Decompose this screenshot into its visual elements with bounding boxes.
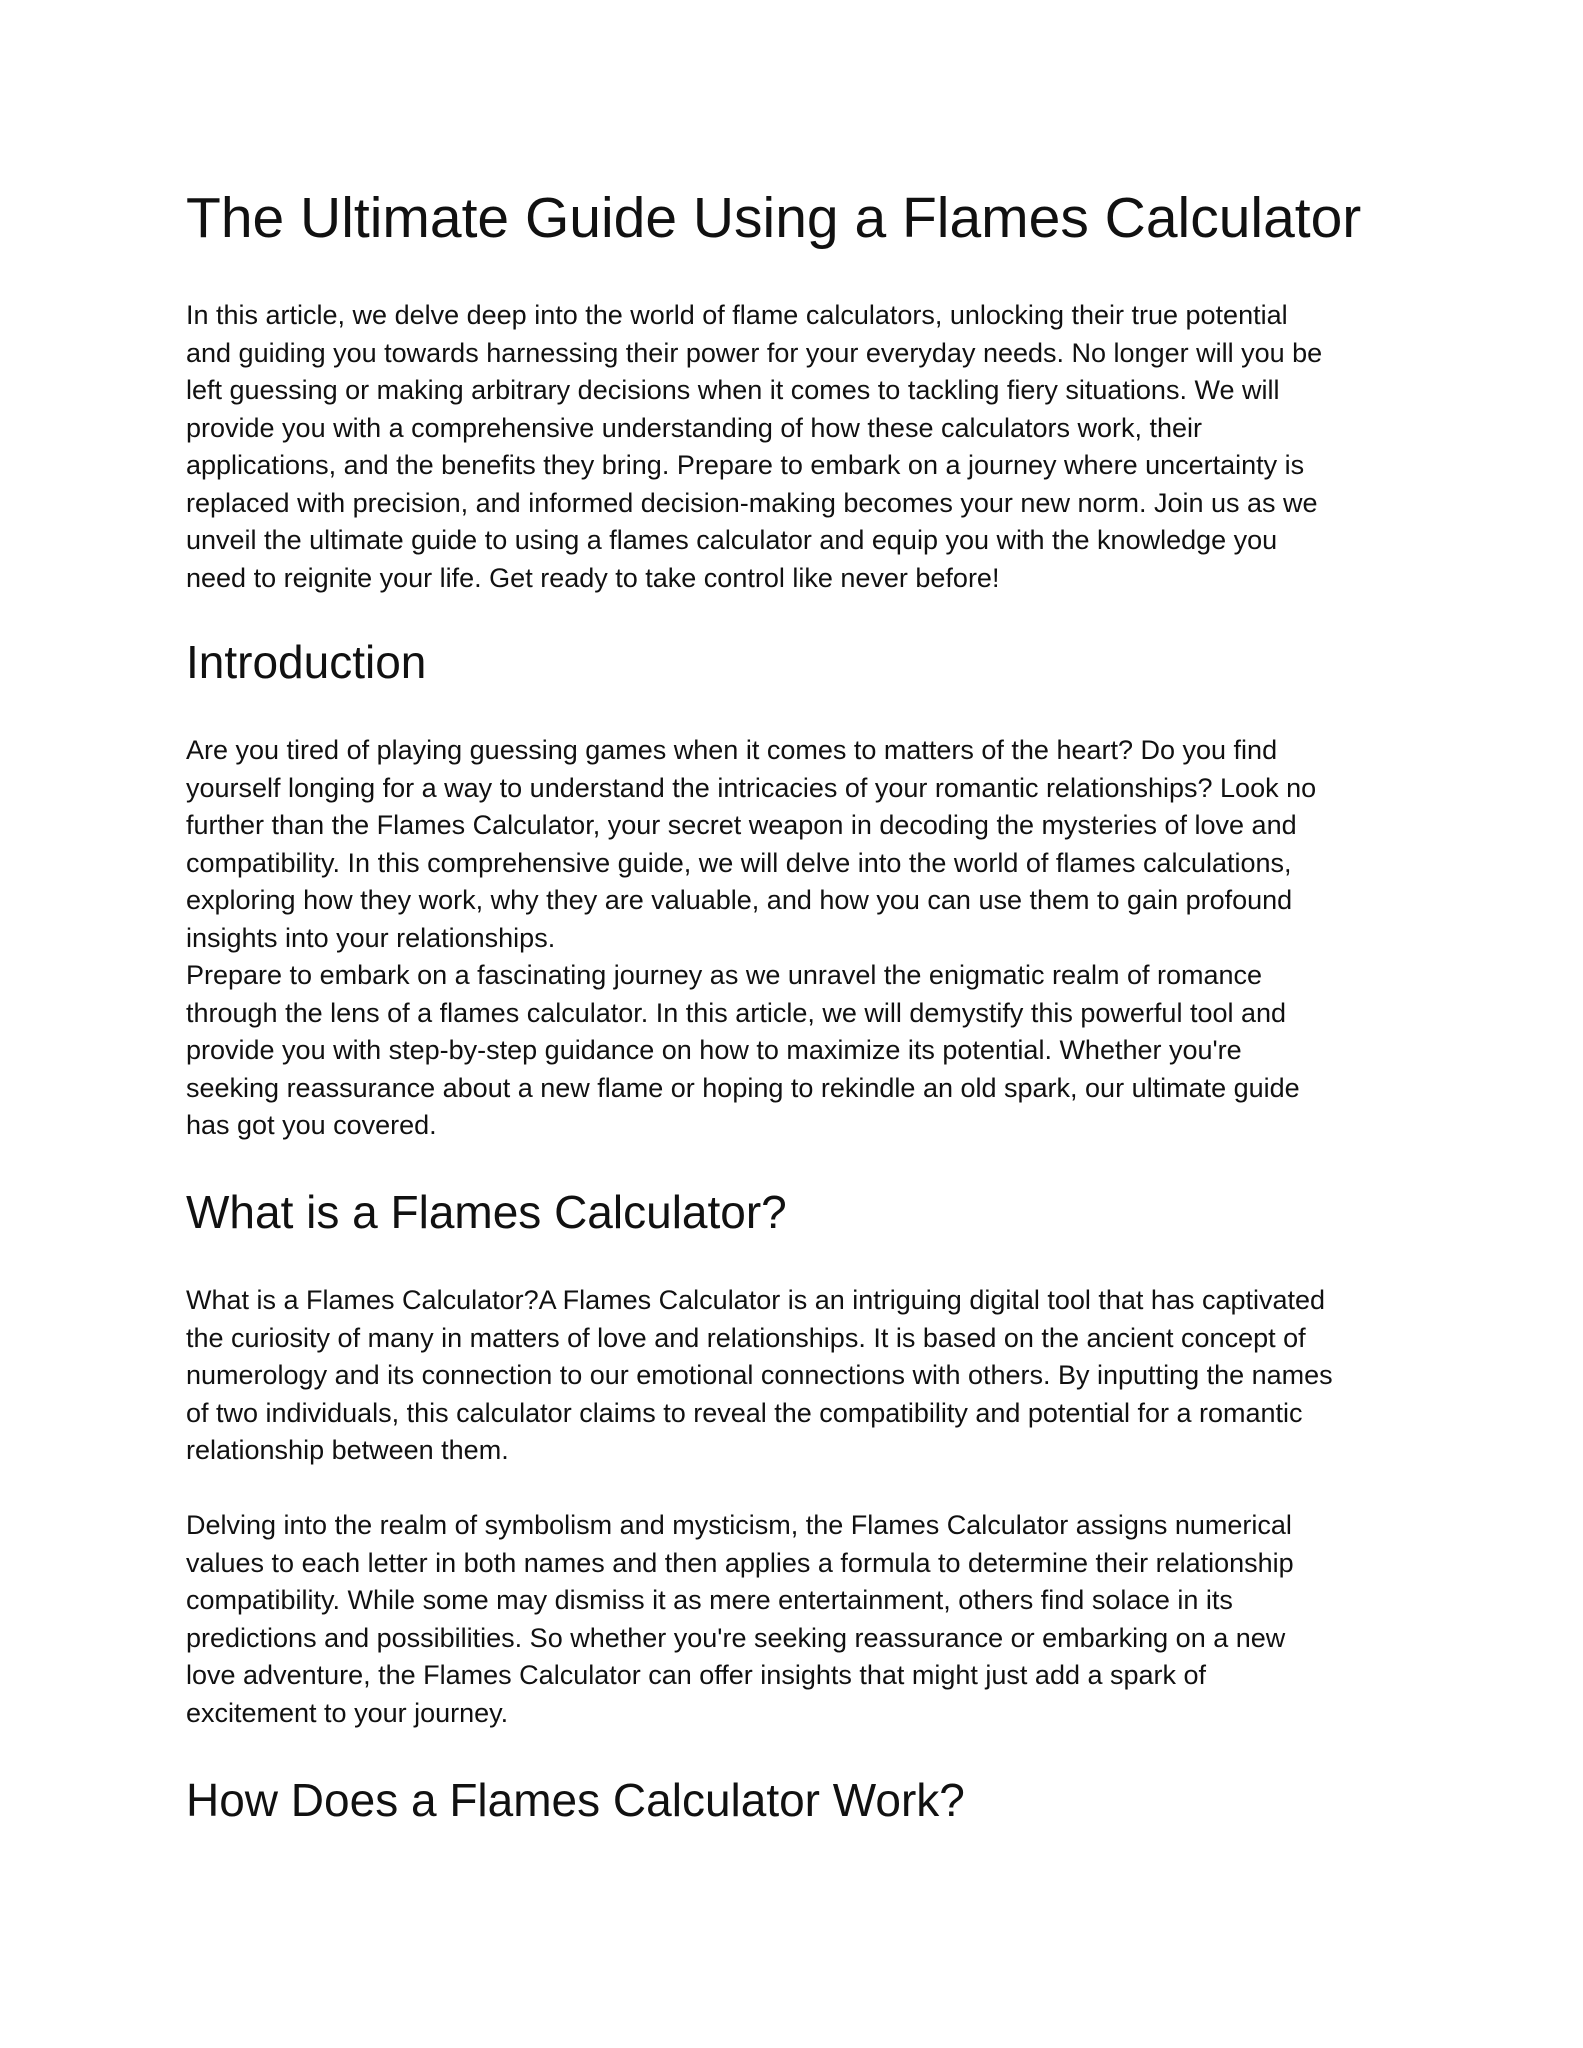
document-title: The Ultimate Guide Using a Flames Calculator	[186, 186, 1362, 250]
intro-paragraph: In this article, we delve deep into the world of flame calculators, unlocking their true potential and guiding you towards harnessing their power for your everyday needs. No longer will you be left guessing or making arbitrary decisions when it comes to tackling fiery situations. We will provide you with a comprehensive understanding of how these calculators work, their applications, and the benefits they bring. Prepare to embark on a journey where uncertainty is replaced with precision, and informed decision-making becomes your new norm. Join us as we unveil the ultimate guide to using a flames calculator and equip you with the knowledge you need to reignite your life. Get ready to take control like never before!	[186, 300, 1323, 593]
heading-introduction: Introduction	[186, 636, 427, 688]
heading-how-does-it-work: How Does a Flames Calculator Work?	[186, 1774, 965, 1826]
introduction-paragraph: Are you tired of playing guessing games when it comes to matters of the heart? Do you find yourself longing for a way to understand the intricacies of your romantic relationships? Look no further than the Flames Calculator, your secret weapon in decoding the mysteries of love and compatibility. In this comprehensive guide, we will delve into the world of flames calculations, exploring how they work, why they are valuable, and how you can use them to gain profound insights into your relationships. Prepare to embark on a fascinating journey as we unravel the enigmatic realm of romance through the lens of a flames calculator. In this article, we will demystify this powerful tool and provide you with step-by-step guidance on how to maximize its potential. Whether you're seeking reassurance about a new flame or hoping to rekindle an old spark, our ultimate guide has got you covered.	[186, 735, 1317, 1140]
heading-what-is-flames-calculator: What is a Flames Calculator?	[186, 1186, 787, 1238]
what-is-paragraph-2: Delving into the realm of symbolism and mysticism, the Flames Calculator assigns numerical values to each letter in both names and then applies a formula to determine their relationship compatibility. While some may dismiss it as mere entertainment, others find solace in its predictions and possibilities. So whether you're seeking reassurance or embarking on a new love adventure, the Flames Calculator can offer insights that might just add a spark of excitement to your journey.	[186, 1510, 1294, 1728]
what-is-paragraph-1: What is a Flames Calculator?A Flames Calculator is an intriguing digital tool that has captivated the curiosity of many in matters of love and relationships. It is based on the ancient concept of numerology and its connection to our emotional connections with others. By inputting the names of two individuals, this calculator claims to reveal the compatibility and potential for a romantic relationship between them.	[186, 1285, 1333, 1465]
